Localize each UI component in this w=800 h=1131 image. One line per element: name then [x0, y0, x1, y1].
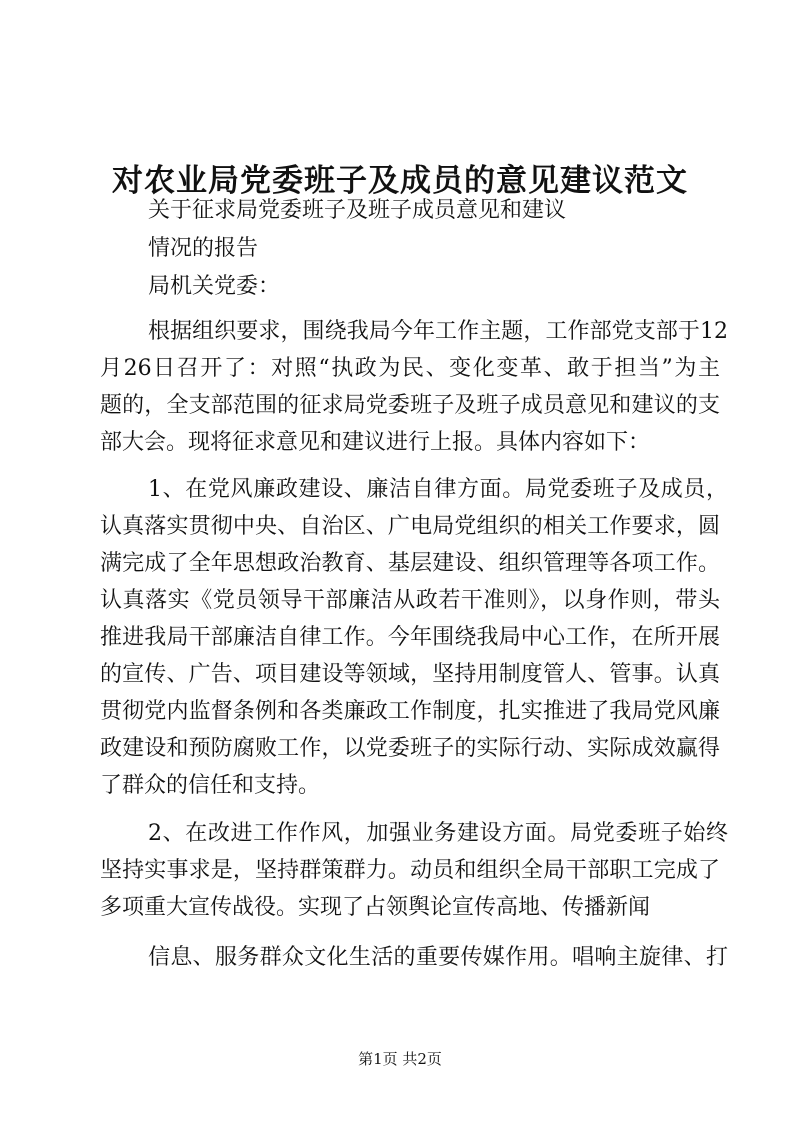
body-text-line: 题的，全支部范围的征求局党委班子及班子成员意见和建议的支: [100, 393, 720, 418]
recipient-line: 局机关党委：: [148, 274, 281, 299]
body-text-line: 政建设和预防腐败工作，以党委班子的实际行动、实际成效赢得: [100, 736, 720, 761]
body-text-line: 认真落实贯彻中央、自治区、广电局党组织的相关工作要求，圆: [100, 514, 720, 539]
body-text-line: 多项重大宣传战役。实现了占领舆论宣传高地、传播新闻: [100, 895, 651, 920]
body-text-line: 推进我局干部廉洁自律工作。今年围绕我局中心工作，在所开展: [100, 625, 720, 650]
body-text-line: 了群众的信任和支持。: [100, 773, 321, 798]
page-number-footer: 第1页 共2页: [358, 1050, 442, 1068]
body-text-line: 部大会。现将征求意见和建议进行上报。具体内容如下：: [100, 430, 651, 455]
body-text-line: 满完成了全年思想政治教育、基层建设、组织管理等各项工作。: [100, 551, 720, 576]
body-text-line: 的宣传、广告、项目建设等领域，坚持用制度管人、管事。认真: [100, 662, 720, 687]
document-title: 对农业局党委班子及成员的意见建议范文: [112, 162, 688, 199]
body-text-line: 月26日召开了：对照“执政为民、变化变革、敢于担当”为主: [100, 356, 720, 381]
body-text-line: 坚持实事求是，坚持群策群力。动员和组织全局干部职工完成了: [100, 858, 720, 883]
body-text-line: 信息、服务群众文化生活的重要传媒作用。唱响主旋律、打: [148, 945, 728, 970]
body-text-line: 贯彻党内监督条例和各类廉政工作制度，扎实推进了我局党风廉: [100, 699, 720, 724]
body-text-line: 认真落实《党员领导干部廉洁从政若干准则》，以身作则，带头: [100, 588, 720, 613]
body-text-line: 1、在党风廉政建设、廉洁自律方面。局党委班子及成员，: [148, 477, 728, 502]
body-text-line: 2、在改进工作作风，加强业务建设方面。局党委班子始终: [148, 821, 728, 846]
report-heading-line-1: 关于征求局党委班子及班子成员意见和建议: [148, 198, 567, 223]
report-heading-line-2: 情况的报告: [148, 236, 259, 261]
body-text-line: 根据组织要求，围绕我局今年工作主题，工作部党支部于12: [148, 319, 728, 344]
